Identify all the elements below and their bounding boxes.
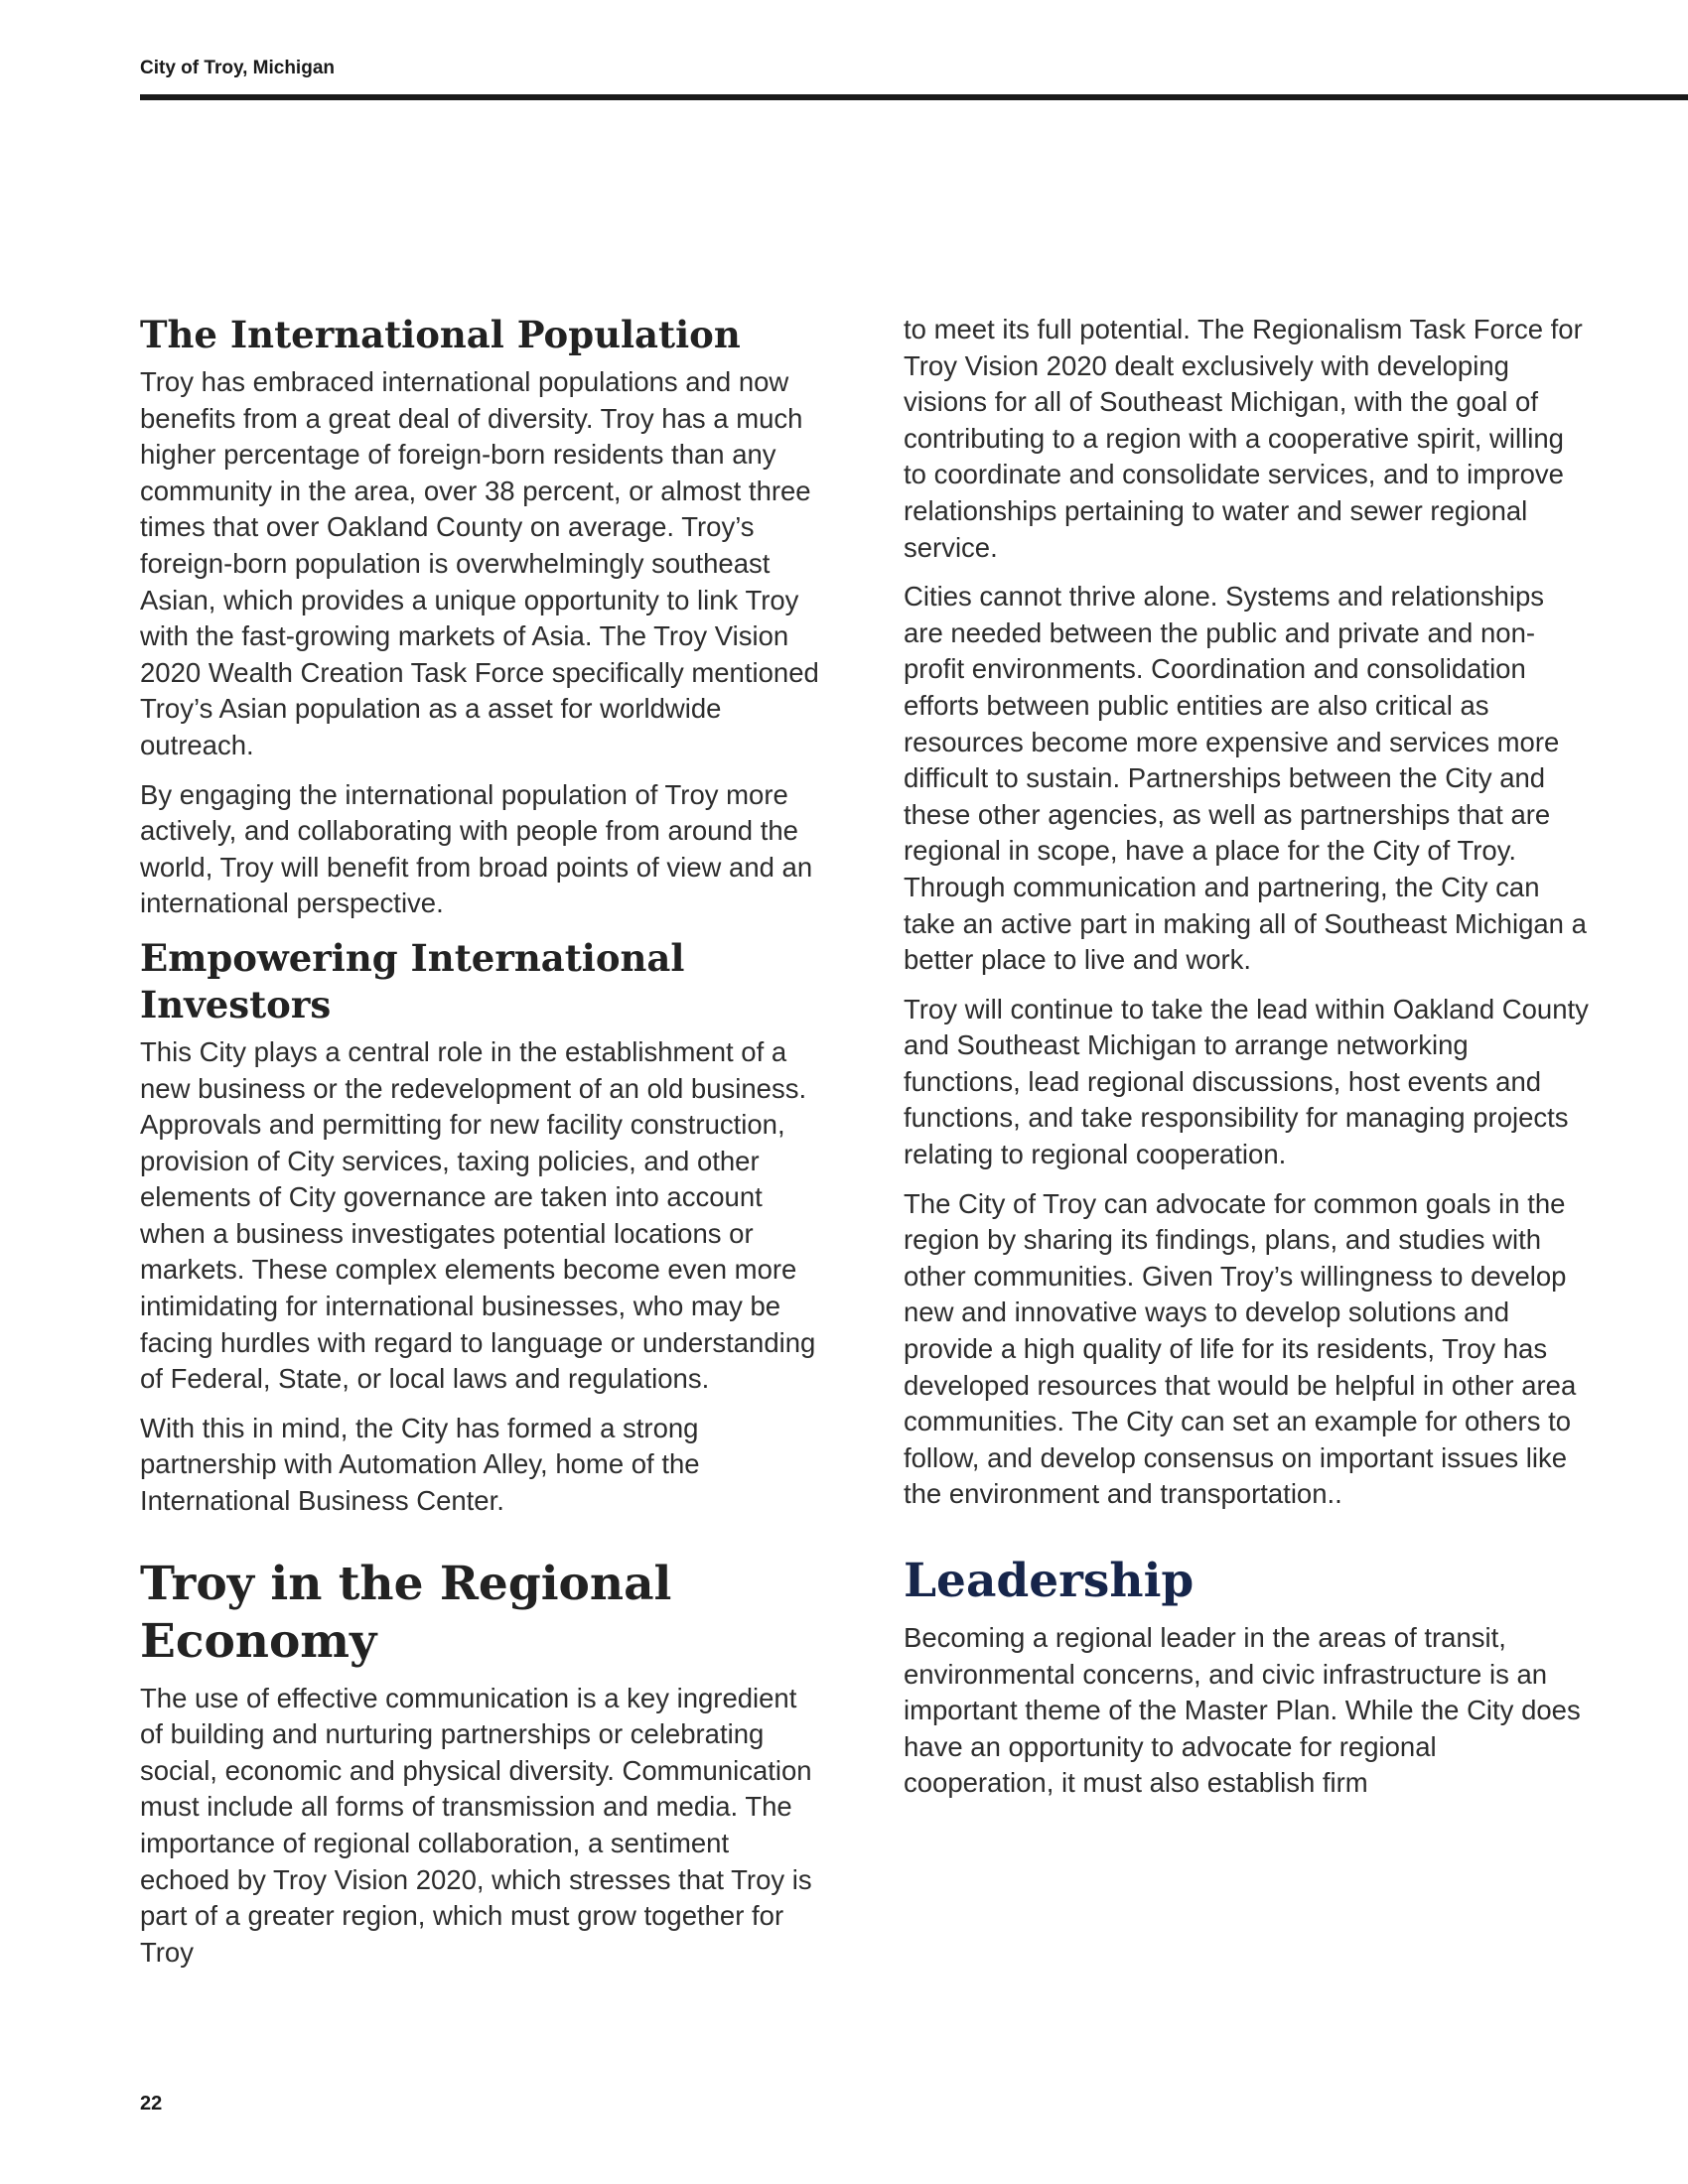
paragraph: to meet its full potential. The Regionalism Task Force for Troy Vision 2020 dealt exclusively with developing visions for all of Southeast Michigan, with the goal of contributing to a region with a cooperative spirit, willing to coordinate and consolidate services, and to improve relationships pertaining to water and sewer regional service. — [904, 314, 1583, 563]
paragraph: Troy has embraced international populations and now benefits from a great deal of diversity. Troy has a much higher percentage of foreign-born residents than any community in the area, over 38 percent, or almost three times that over Oakland County on average. Troy’s foreign-born population is overwhelmingly southeast Asian, which provides a unique opportunity to link Troy with the fast-growing markets of Asia. The Troy Vision 2020 Wealth Creation Task Force specifically mentioned Troy’s Asian population as a asset for worldwide outreach. — [140, 366, 819, 760]
heading-leadership: Leadership — [904, 1554, 1195, 1608]
paragraph: Troy will continue to take the lead within Oakland County and Southeast Michigan to arrange networking functions, lead regional discussions, host events and functions, and take responsibility for managing projects relating to regional cooperation. — [904, 993, 1589, 1170]
heading-empowering-investors: Empowering International Investors — [140, 935, 685, 1026]
heading-regional-economy: Troy in the Regional Economy — [140, 1556, 672, 1669]
paragraph: With this in mind, the City has formed a strong partnership with Automation Alley, home of the International Business Center. — [140, 1412, 700, 1517]
right-column — [904, 312, 1589, 1815]
paragraph: By engaging the international population of Troy more actively, and collaborating with people from around the world, Troy will benefit from broad points of view and an international perspective. — [140, 778, 813, 919]
paragraph: This City plays a central role in the establishment of a new business or the redevelopment of an old business. Approvals and permitting for new facility construction, provision of City services, taxing policies, and other elements of City governance are taken into account when a business investigates potential locations or markets. These complex elements become even more intimidating for international businesses, who may be facing hurdles with regard to language or understanding of Federal, State, or local laws and regulations. — [140, 1035, 816, 1395]
left-column — [140, 312, 825, 1983]
paragraph: Cities cannot thrive alone. Systems and relationships are needed between the public and private and non-profit environments. Coordination and consolidation efforts between public entities are also critical as resources become more expensive and services more difficult to sustain. Partnerships between the City and these other agencies, as well as partnerships that are regional in scope, have a place for the City of Troy. Through communication and partnering, the City can take an active part in making all of Southeast Michigan a better place to live and work. — [904, 581, 1587, 976]
header-rule — [140, 94, 1688, 100]
paragraph: The City of Troy can advocate for common goals in the region by sharing its findings, plans, and studies with other communities. Given Troy’s willingness to develop new and innovative ways to develop solutions and provide a high quality of life for its residents, Troy has developed resources that would be helpful in other area communities. The City can set an example for others to follow, and develop consensus on important issues like the environment and transportation.. — [904, 1187, 1577, 1510]
paragraph: The use of effective communication is a key ingredient of building and nurturing partnerships or celebrating social, economic and physical diversity. Communication must include all forms of transmission and media. The importance of regional collaboration, a sentiment echoed by Troy Vision 2020, which stresses that Troy is part of a greater region, which must grow together for Troy — [140, 1682, 812, 1968]
heading-international-population: The International Population — [140, 313, 741, 356]
page-number: 22 — [140, 2093, 163, 2115]
running-header: City of Troy, Michigan — [140, 58, 335, 78]
paragraph: Becoming a regional leader in the areas of transit, environmental concerns, and civic infrastructure is an important theme of the Master Plan. While the City does have an opportunity to advocate for regional cooperation, it must also establish firm — [904, 1622, 1581, 1799]
